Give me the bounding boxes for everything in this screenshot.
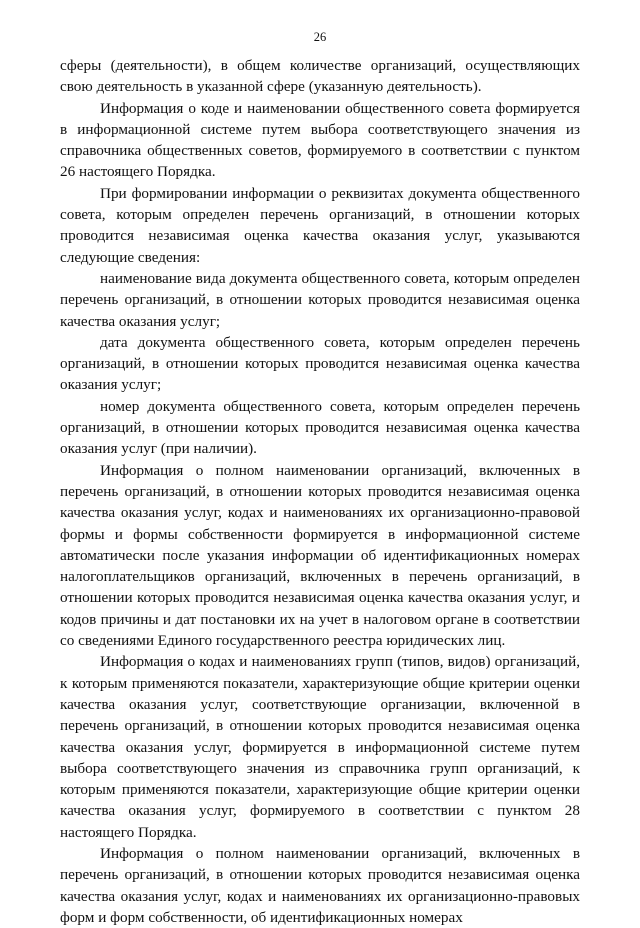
- document-body: [60, 55, 580, 928]
- paragraph-document-type: наименование вида документа общественного совета, которым определен перечень организаций, в отношении которых проводится независимая оценка качества оказания услуг;: [60, 269, 580, 330]
- paragraph-continuation: сферы (деятельности), в общем количестве организаций, осуществляющих свою деятельность в указанной сфере (указанную деятельность).: [60, 57, 580, 96]
- paragraph-document-requisites: При формировании информации о реквизитах документа общественного совета, которым определен перечень организаций, в отношении которых проводится независимая оценка качества оказания услуг, указываются следующие сведения:: [60, 184, 580, 266]
- paragraph-organization-groups: Информация о кодах и наименованиях групп (типов, видов) организаций, к которым применяются показатели, характеризующие общие критерии оценки качества оказания услуг, соответствующие организации, включенной в перечень организаций, в отношении которых проводится независимая оценка качества оказания услуг, формируется в информационной системе путем выбора соответствующего значения из справочника групп организаций, к которым применяются показатели, характеризующие общие критерии оценки качества оказания услуг, формируемого в соответствии с пунктом 28 настоящего Порядка.: [60, 653, 580, 841]
- paragraph-document-number: номер документа общественного совета, которым определен перечень организаций, в отношении которых проводится независимая оценка качества оказания услуг (при наличии).: [60, 397, 580, 458]
- paragraph-organization-forms: Информация о полном наименовании организаций, включенных в перечень организаций, в отношении которых проводится независимая оценка качества оказания услуг, кодах и наименованиях их организационно-правовых форм и форм собственности, об идентификационных номерах: [60, 844, 580, 926]
- page-number: 26: [313, 30, 327, 44]
- paragraph-council-code: Информация о коде и наименовании общественного совета формируется в информационной системе путем выбора соответствующего значения из справочника общественных советов, формируемого в соответствии с пунктом 26 настоящего Порядка.: [60, 99, 580, 181]
- paragraph-document-date: дата документа общественного совета, которым определен перечень организаций, в отношении которых проводится независимая оценка качества оказания услуг;: [60, 333, 580, 394]
- paragraph-organization-names: Информация о полном наименовании организаций, включенных в перечень организаций, в отношении которых проводится независимая оценка качества оказания услуг, кодах и наименованиях их организационно-правовой формы и формы собственности формируется в информационной системе автоматически после указания информации об идентификационных номерах налогоплательщиков организаций, включенных в перечень организаций, в отношении которых проводится независимая оценка качества оказания услуг, и кодов причины и дат постановки их на учет в налоговом органе в соответствии со сведениями Единого государственного реестра юридических лиц.: [60, 461, 580, 650]
